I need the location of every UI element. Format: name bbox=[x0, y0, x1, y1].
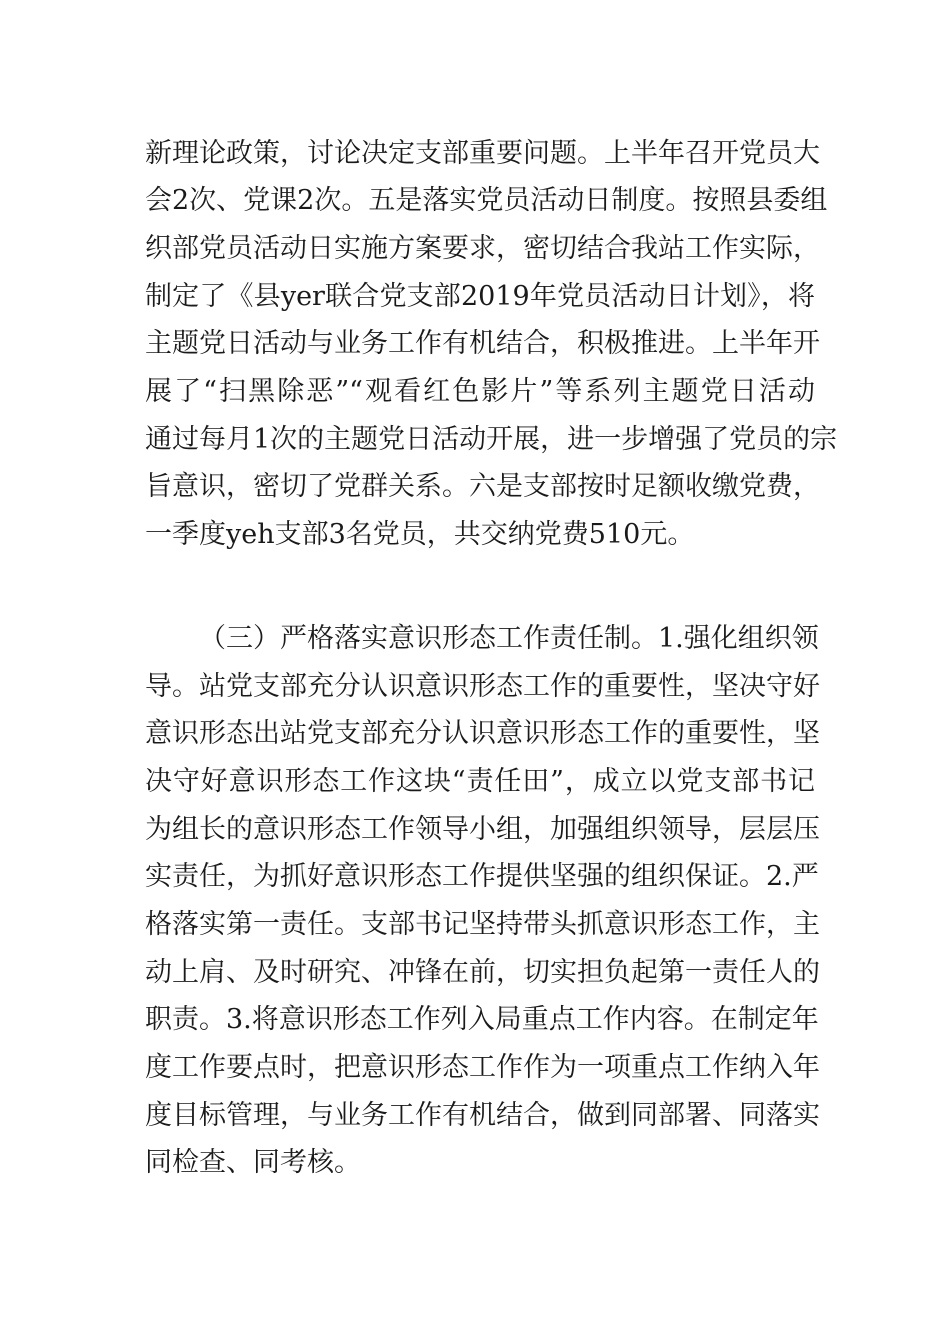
paragraph-line: 主题党日活动与业务工作有机结合，积极推进。上半年开 bbox=[145, 328, 820, 359]
paragraph-line: 度工作要点时，把意识形态工作作为一项重点工作纳入年 bbox=[145, 1052, 820, 1083]
paragraph-line: 制定了《县yer联合党支部2019年党员活动日计划》，将 bbox=[145, 281, 815, 312]
paragraph-line: 意识形态出站党支部充分认识意识形态工作的重要性，坚 bbox=[145, 718, 820, 749]
paragraph-line: 度目标管理，与业务工作有机结合，做到同部署、同落实 bbox=[145, 1100, 820, 1131]
paragraph-line: 旨意识，密切了党群关系。六是支部按时足额收缴党费， bbox=[145, 471, 820, 502]
paragraph-line: 会2次、党课2次。五是落实党员活动日制度。按照县委组 bbox=[145, 185, 828, 216]
paragraph-line: 一季度yeh支部3名党员，共交纳党费510元。 bbox=[145, 519, 695, 550]
paragraph-line: 决守好意识形态工作这块“责任田”，成立以党支部书记 bbox=[145, 766, 815, 797]
paragraph-line: 织部党员活动日实施方案要求，密切结合我站工作实际， bbox=[145, 233, 820, 264]
paragraph-line: 职责。3.将意识形态工作列入局重点工作内容。在制定年 bbox=[145, 1004, 819, 1035]
paragraph-line: （三）严格落实意识形态工作责任制。1.强化组织领 bbox=[199, 623, 819, 654]
paragraph-line: 展了“扫黑除恶”“观看红色影片”等系列主题党日活动 bbox=[145, 376, 815, 407]
paragraph-line: 格落实第一责任。支部书记坚持带头抓意识形态工作，主 bbox=[145, 909, 820, 940]
paragraph-line: 为组长的意识形态工作领导小组，加强组织领导，层层压 bbox=[145, 814, 820, 845]
paragraph-line: 新理论政策，讨论决定支部重要问题。上半年召开党员大 bbox=[145, 138, 820, 169]
paragraph-line: 动上肩、及时研究、冲锋在前，切实担负起第一责任人的 bbox=[145, 957, 820, 988]
paragraph-line: 通过每月1次的主题党日活动开展，进一步增强了党员的宗 bbox=[145, 424, 838, 455]
paragraph-line: 实责任，为抓好意识形态工作提供坚强的组织保证。2.严 bbox=[145, 861, 819, 892]
paragraph-line: 导。站党支部充分认识意识形态工作的重要性，坚决守好 bbox=[145, 671, 820, 702]
paragraph-line: 同检查、同考核。 bbox=[145, 1147, 361, 1178]
